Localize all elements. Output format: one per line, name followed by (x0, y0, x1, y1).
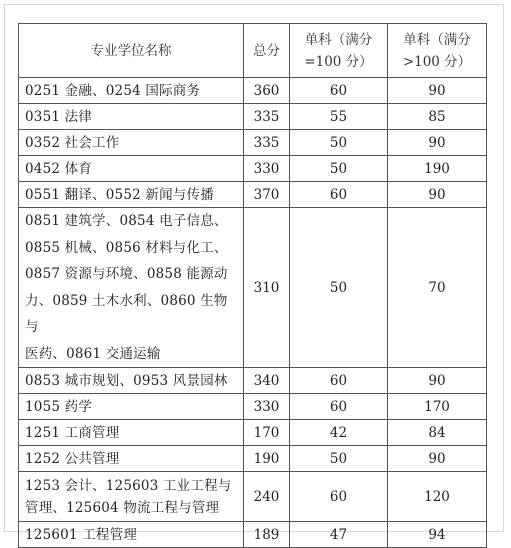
table-row (19, 446, 487, 472)
cell-program-name (19, 78, 244, 104)
program-name-line: 医药、0861 交通运输 (25, 345, 161, 362)
table-row (19, 368, 487, 394)
cell-total-score: 340 (244, 368, 290, 394)
cell-single-100: 50 (290, 130, 388, 156)
program-name-line: 1251 工商管理 (25, 424, 120, 441)
cell-total-score: 310 (244, 208, 290, 368)
cell-total-score: 370 (244, 182, 290, 208)
cell-single-over100: 70 (388, 208, 487, 368)
header-single-over100-line2: >100 分） (402, 53, 472, 70)
cell-single-over100: 90 (388, 182, 487, 208)
cell-single-over100: 90 (388, 368, 487, 394)
program-name-line: 125601 工程管理 (25, 526, 138, 543)
header-single-100 (290, 24, 388, 78)
cell-program-name (19, 182, 244, 208)
table-row (19, 130, 487, 156)
cell-program-name (19, 208, 244, 368)
cell-single-100: 50 (290, 446, 388, 472)
header-total: 总分 (244, 24, 290, 78)
table-row (19, 208, 487, 368)
cell-single-over100: 90 (388, 446, 487, 472)
cell-single-over100: 94 (388, 522, 487, 548)
cell-single-over100: 120 (388, 472, 487, 522)
cell-program-name (19, 522, 244, 548)
cell-total-score: 360 (244, 78, 290, 104)
program-name-line: 1252 公共管理 (25, 450, 120, 467)
cell-single-100: 60 (290, 78, 388, 104)
cell-single-100: 60 (290, 472, 388, 522)
cell-single-100: 42 (290, 420, 388, 446)
program-name-line: 管理、125604 物流工程与管理 (25, 499, 220, 516)
table-row (19, 156, 487, 182)
program-name-line: 0853 城市规划、0953 风景园林 (25, 372, 228, 389)
program-name-line: 1253 会计、125603 工业工程与 (25, 477, 232, 494)
program-name-line: 0857 资源与环境、0858 能源动 (25, 266, 228, 282)
program-name-line: 1055 药学 (25, 398, 93, 415)
cell-total-score: 335 (244, 104, 290, 130)
cell-total-score: 170 (244, 420, 290, 446)
cell-program-name (19, 104, 244, 130)
table-row (19, 394, 487, 420)
header-single-100-line2: =100 分） (304, 53, 373, 70)
table-row (19, 420, 487, 446)
header-row (19, 24, 487, 78)
table-row (19, 182, 487, 208)
header-single-over100 (388, 24, 487, 78)
program-name-line: 0351 法律 (25, 108, 93, 125)
table-row (19, 522, 487, 548)
cell-total-score: 189 (244, 522, 290, 548)
cell-program-name (19, 420, 244, 446)
program-name-line: 0251 金融、0254 国际商务 (25, 82, 201, 99)
table-row (19, 78, 487, 104)
cell-total-score: 330 (244, 394, 290, 420)
cell-single-over100: 90 (388, 78, 487, 104)
cell-single-100: 60 (290, 368, 388, 394)
header-name: 专业学位名称 (19, 24, 244, 78)
cell-single-over100: 170 (388, 394, 487, 420)
cell-total-score: 190 (244, 446, 290, 472)
cell-single-100: 55 (290, 104, 388, 130)
cell-single-100: 60 (290, 182, 388, 208)
program-name-line: 0551 翻译、0552 新闻与传播 (25, 186, 214, 203)
cell-single-over100: 85 (388, 104, 487, 130)
cell-total-score: 240 (244, 472, 290, 522)
program-name-line: 0851 建筑学、0854 电子信息、 (25, 213, 228, 229)
cell-program-name (19, 130, 244, 156)
cell-single-over100: 84 (388, 420, 487, 446)
program-name-line: 力、0859 土木水利、0860 生物与 (25, 292, 228, 335)
cell-single-over100: 190 (388, 156, 487, 182)
cell-program-name (19, 156, 244, 182)
cell-single-100: 50 (290, 208, 388, 368)
cell-program-name (19, 394, 244, 420)
program-name-line: 0452 体育 (25, 160, 93, 177)
cell-single-over100: 90 (388, 130, 487, 156)
cell-single-100: 50 (290, 156, 388, 182)
cell-total-score: 335 (244, 130, 290, 156)
program-name-line: 0855 机械、0856 材料与化工、 (25, 239, 228, 256)
header-single-over100-line1: 单科（满分 (403, 31, 471, 48)
cell-single-100: 47 (290, 522, 388, 548)
program-name-line: 0352 社会工作 (25, 134, 120, 151)
cell-program-name (19, 446, 244, 472)
header-single-100-line1: 单科（满分 (304, 31, 373, 48)
cell-program-name (19, 368, 244, 394)
table-row (19, 104, 487, 130)
score-table (18, 23, 487, 548)
cell-total-score: 330 (244, 156, 290, 182)
cell-program-name (19, 472, 244, 522)
cell-single-100: 60 (290, 394, 388, 420)
table-row (19, 472, 487, 522)
